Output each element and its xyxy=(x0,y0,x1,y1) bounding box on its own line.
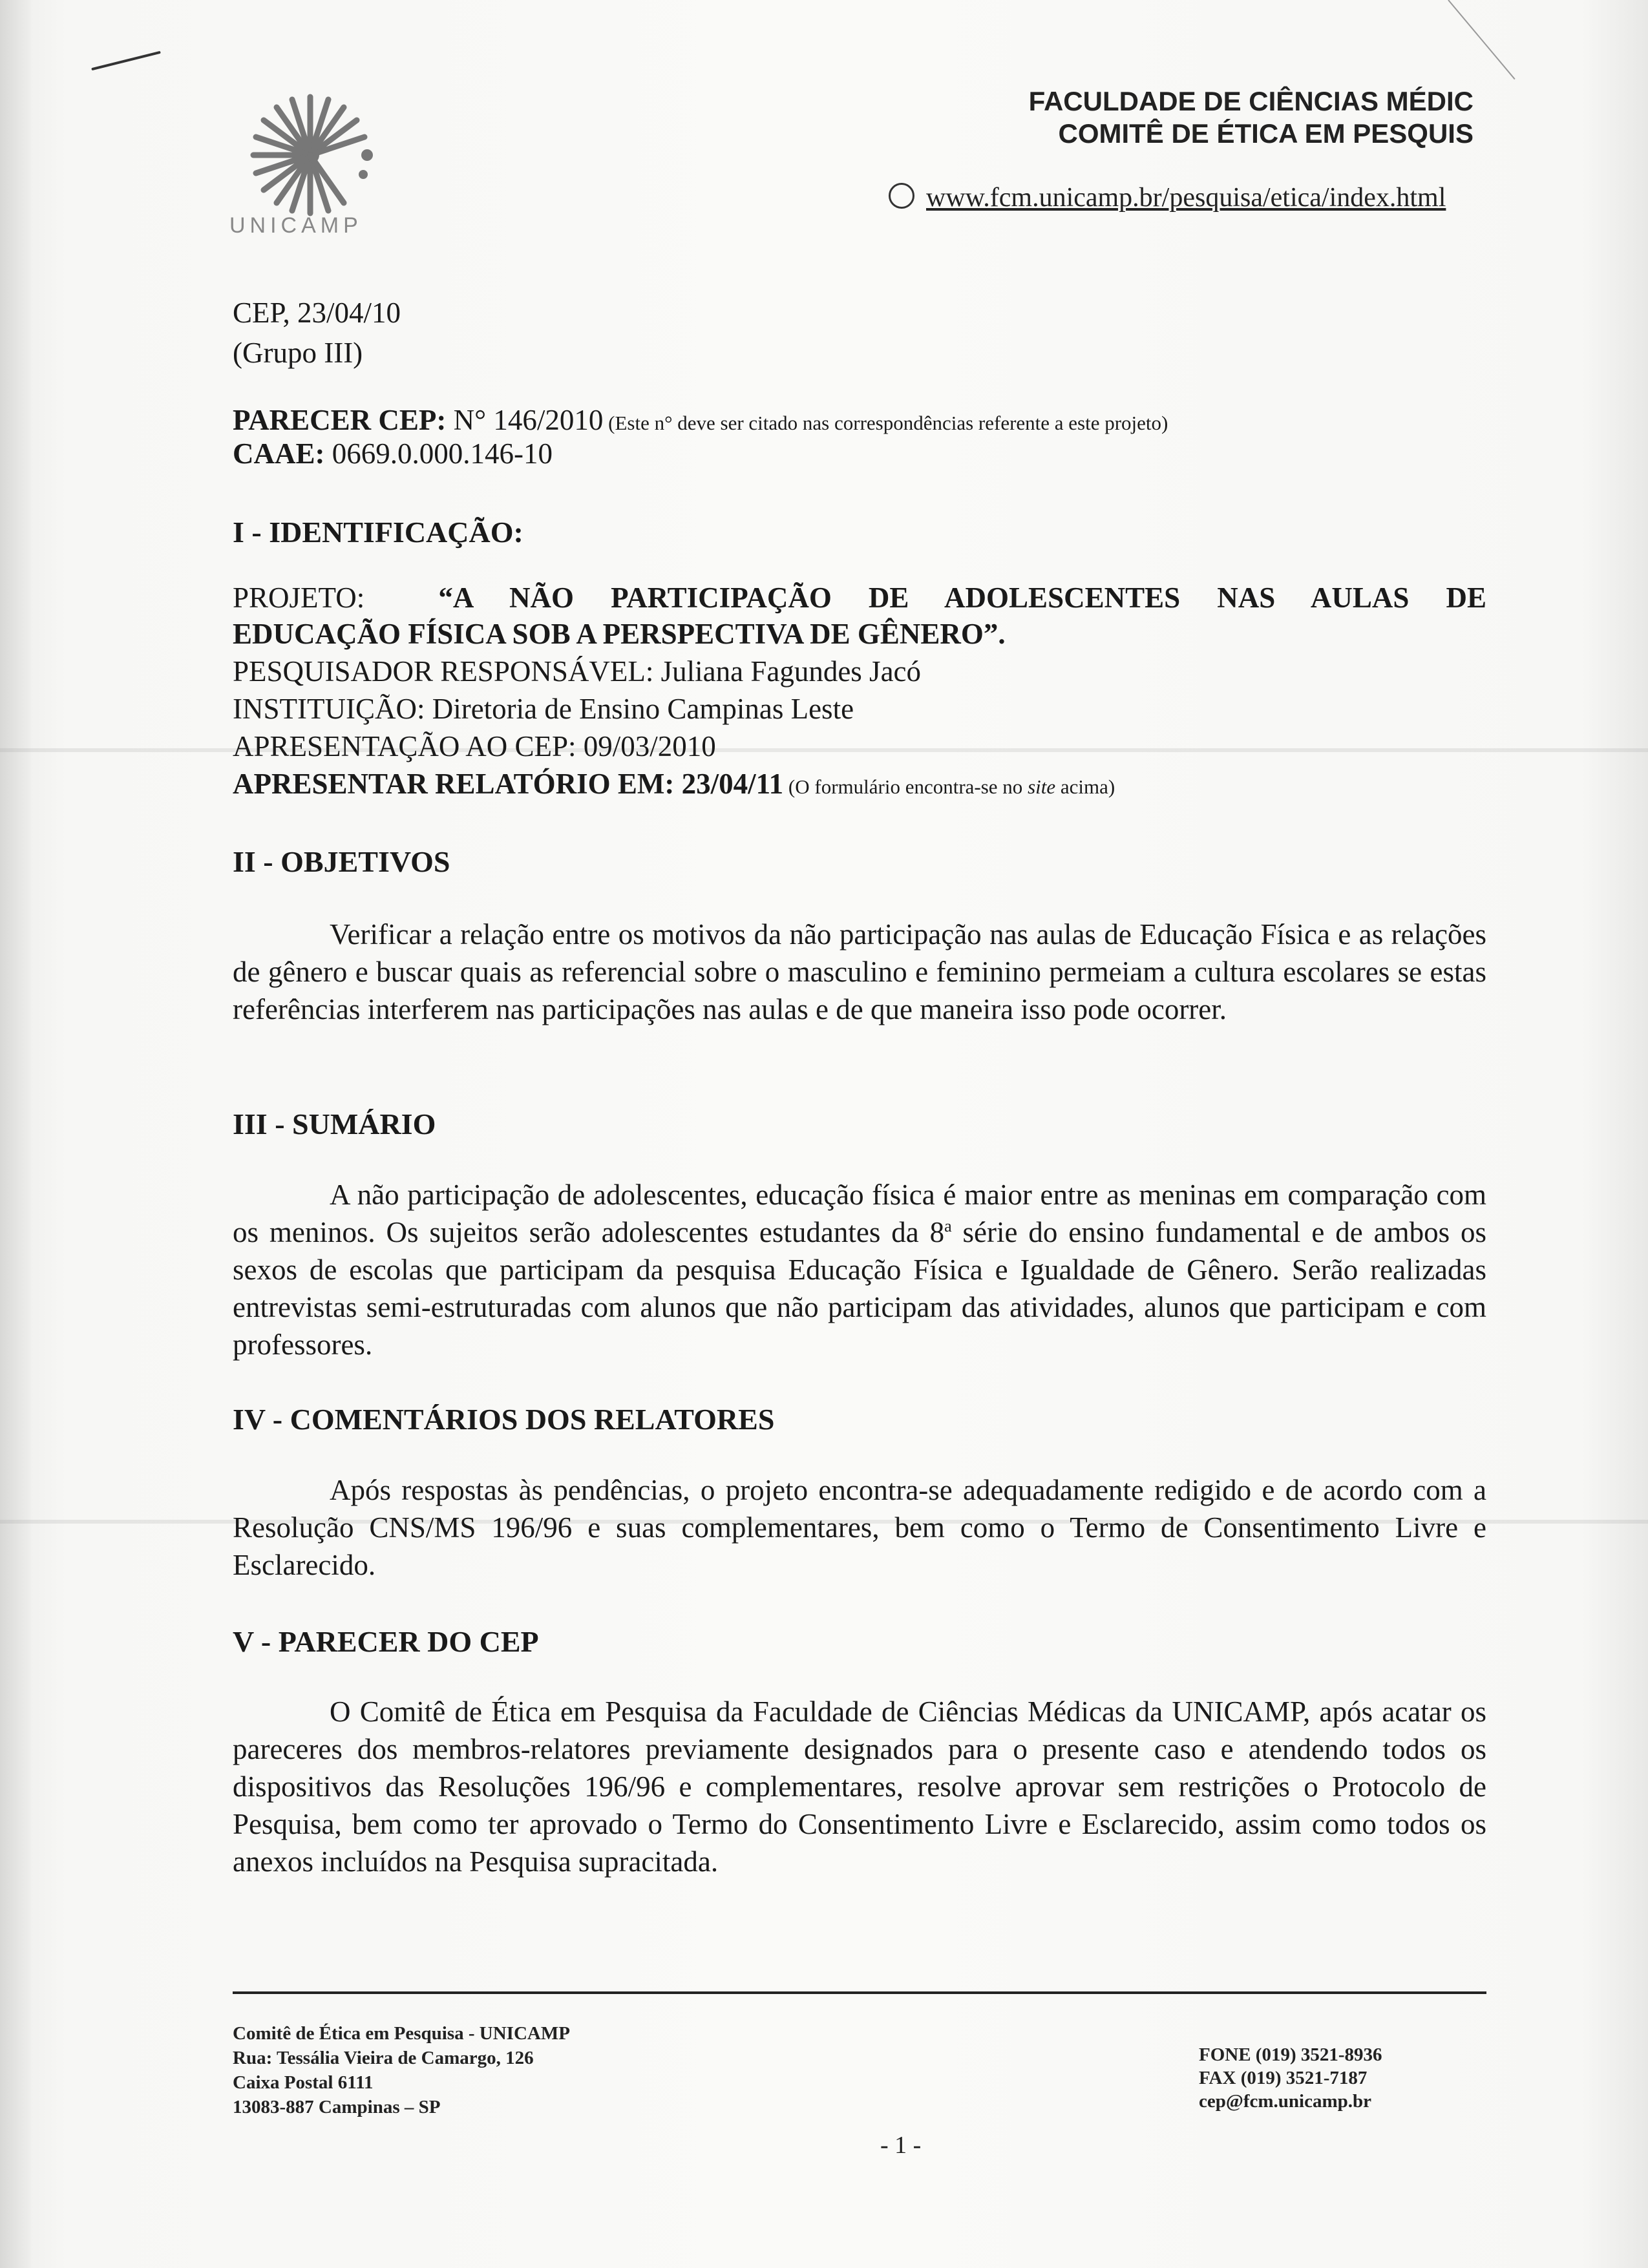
relatorio-label: APRESENTAR RELATÓRIO EM: 23/04/11 xyxy=(233,768,784,800)
section-identificacao-heading: I - IDENTIFICAÇÃO: xyxy=(233,516,523,549)
instituicao-line: INSTITUIÇÃO: Diretoria de Ensino Campinas Leste xyxy=(233,693,854,725)
projeto-line1 xyxy=(233,580,1486,616)
relatorio-line xyxy=(233,767,1115,801)
sumario-text-b: série do ensino fundamental e de ambos os sexos de escolas que participam da pesquisa Educação Física e Igualdade de Gênero. Serão realizadas entrevistas semi-estruturadas com alunos que não participam das atividades, alunos que participam e com professores. xyxy=(233,1216,1486,1361)
apresentacao-line: APRESENTAÇÃO AO CEP: 09/03/2010 xyxy=(233,730,716,762)
section-comentarios-heading: IV - COMENTÁRIOS DOS RELATORES xyxy=(233,1403,775,1436)
projeto-title-line1: “A NÃO PARTICIPAÇÃO DE ADOLESCENTES NAS AULAS DE xyxy=(438,582,1487,614)
website-row xyxy=(889,182,1446,213)
projeto-label: PROJETO: xyxy=(233,582,365,614)
sumario-text xyxy=(233,1176,1486,1363)
section-parecer-heading: V - PARECER DO CEP xyxy=(233,1625,539,1658)
footer-address-line: Caixa Postal 6111 xyxy=(233,2072,374,2093)
globe-icon xyxy=(889,183,914,209)
page-number: - 1 - xyxy=(880,2132,922,2159)
parecer-text: O Comitê de Ética em Pesquisa da Faculdade de Ciências Médicas da UNICAMP, após acatar os pareceres dos membros-relatores previamente designados para o presente caso e atendendo todos os dispositivos das Resoluções 196/96 e complementares, resolve aprovar sem restrições o Protocolo de Pesquisa, bem como ter aprovado o Termo do Consentimento Livre e Esclarecido, assim como todos os anexos incluídos na Pesquisa supracitada. xyxy=(233,1696,1486,1878)
footer-contact xyxy=(1199,2043,1382,2113)
caae-value: 0669.0.000.146-10 xyxy=(324,437,553,470)
footer-address-line: Comitê de Ética em Pesquisa - UNICAMP xyxy=(233,2023,570,2044)
caae-label: CAAE: xyxy=(233,437,325,470)
relatorio-note-a: (O formulário encontra-se no xyxy=(783,775,1028,798)
footer-divider xyxy=(233,1991,1486,1994)
relatorio-note-b: acima) xyxy=(1055,775,1115,798)
section-objetivos-heading: II - OBJETIVOS xyxy=(233,845,450,878)
footer-fax: FAX (019) 3521-7187 xyxy=(1199,2068,1368,2088)
parecer-number: N° 146/2010 xyxy=(446,404,604,436)
cep-date: CEP, 23/04/10 xyxy=(233,297,401,329)
section-sumario-heading: III - SUMÁRIO xyxy=(233,1108,436,1140)
comentarios-text: Após respostas às pendências, o projeto encontra-se adequadamente redigido e de acordo com a Resolução CNS/MS 196/96 e suas complementares, bem como o Termo de Consentimento Livre e Esclarecido. xyxy=(233,1474,1486,1581)
parecer-line xyxy=(233,403,1168,437)
parecer-label: PARECER CEP: xyxy=(233,404,447,436)
footer-phone: FONE (019) 3521-8936 xyxy=(1199,2044,1382,2065)
logo-wordmark: UNICAMP xyxy=(229,213,363,238)
pesquisador-line: PESQUISADOR RESPONSÁVEL: Juliana Fagundes Jacó xyxy=(233,655,922,688)
footer-address xyxy=(233,2021,570,2119)
group-label: (Grupo III) xyxy=(233,337,363,369)
page-edge xyxy=(0,0,31,2268)
sumario-text-a: A não participação de adolescentes, educação física é maior entre as meninas em comparação com os meninos. Os sujeitos serão adolescentes estudantes da 8 xyxy=(233,1179,1486,1248)
institution-name: FACULDADE DE CIÊNCIAS MÉDIC xyxy=(1028,86,1474,116)
committee-name: COMITÊ DE ÉTICA EM PESQUIS xyxy=(1058,118,1474,149)
footer-address-line: Rua: Tessália Vieira de Camargo, 126 xyxy=(233,2048,534,2068)
objetivos-text: Verificar a relação entre os motivos da não participação nas aulas de Educação Física e as relações de gênero e buscar quais as referencial sobre o masculino e feminino permeiam a cultura escolares se estas referências interferem nas participações nas aulas e de que maneira isso pode ocorrer. xyxy=(233,918,1486,1025)
relatorio-note-site: site xyxy=(1028,775,1056,798)
projeto-title-line2: EDUCAÇÃO FÍSICA SOB A PERSPECTIVA DE GÊNERO”. xyxy=(233,618,1006,650)
website-link[interactable]: www.fcm.unicamp.br/pesquisa/etica/index.html xyxy=(926,183,1446,213)
sumario-superscript: a xyxy=(944,1217,952,1235)
footer-address-line: 13083-887 Campinas – SP xyxy=(233,2097,441,2117)
parecer-note: (Este n° deve ser citado nas correspondências referente a este projeto) xyxy=(603,412,1168,434)
caae-line xyxy=(233,437,553,470)
footer-email[interactable]: cep@fcm.unicamp.br xyxy=(1199,2091,1372,2112)
